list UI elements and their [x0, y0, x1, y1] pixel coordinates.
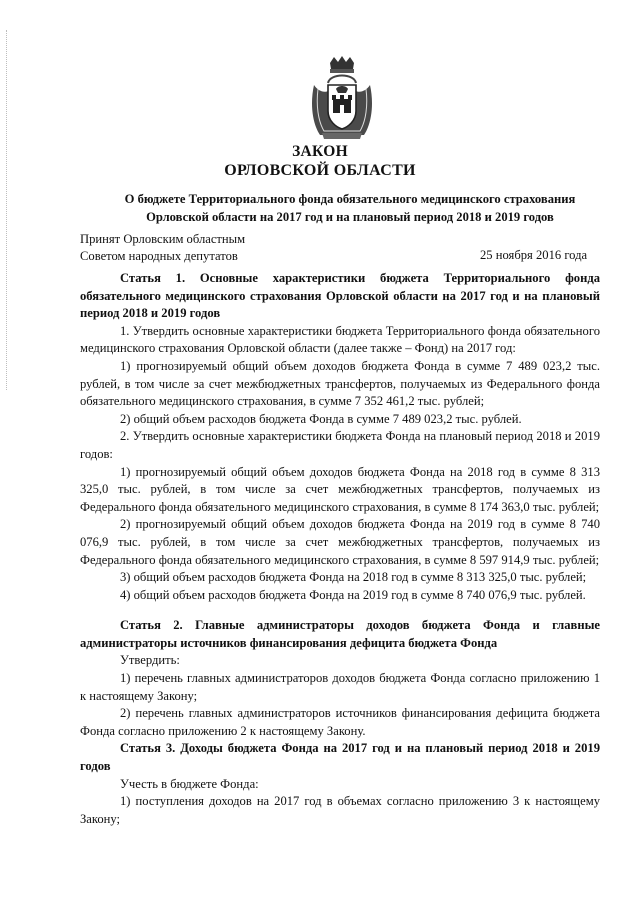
law-subtitle-line2: Орловской области на 2017 год и на плановый период 2018 и 2019 годов	[146, 210, 554, 224]
adoption-date: 25 ноября 2016 года	[480, 248, 588, 262]
document-title: ЗАКОН	[292, 143, 348, 160]
article-1-item-2-2: 2) прогнозируемый общий объем доходов бюджета Фонда на 2019 год в сумме 8 740 076,9 тыс. рублей, в том числе за счет межбюджетных трансфертов, получаемых из Федерального фонда обязательного медицинского страхования, в сумме 8 597 914,9 тыс. рублей;	[80, 517, 600, 567]
article-1-paragraph-2: 2. Утвердить основные характеристики бюджета Фонда на плановый период 2018 и 2019 годов:	[80, 429, 600, 461]
article-1-item-2-3: 3) общий объем расходов бюджета Фонда на 2018 год в сумме 8 313 325,0 тыс. рублей;	[120, 570, 587, 585]
adoption-block	[80, 231, 245, 265]
article-3-item-1: 1) поступления доходов на 2017 год в объемах согласно приложению 3 к настоящему Закону;	[80, 794, 600, 826]
article-1-heading: Статья 1. Основные характеристики бюджета Территориального фонда обязательного медицинского страхования Орловской области на 2017 год и на плановый период 2018 и 2019 годов	[80, 271, 600, 321]
orel-oblast-coat-of-arms-icon	[308, 55, 376, 141]
document-region: ОРЛОВСКОЙ ОБЛАСТИ	[224, 162, 416, 179]
article-1-item-2-1: 1) прогнозируемый общий объем доходов бюджета Фонда на 2018 год в сумме 8 313 325,0 тыс. рублей, в том числе за счет межбюджетных трансфертов, получаемых из Федерального фонда обязательного медицинского страхования, в сумме 8 174 363,0 тыс. рублей;	[80, 464, 600, 514]
article-2-intro: Утвердить:	[120, 653, 180, 668]
article-1-paragraph-1: 1. Утвердить основные характеристики бюджета Территориального фонда обязательного медицинского страхования Орловской области (далее также – Фонд) на 2017 год:	[80, 323, 600, 356]
article-2-heading: Статья 2. Главные администраторы доходов бюджета Фонда и главные администраторы источников финансирования дефицита бюджета Фонда	[80, 618, 600, 650]
law-body	[80, 270, 600, 828]
adoption-line2: Советом народных депутатов	[80, 249, 238, 263]
law-subtitle	[100, 190, 600, 226]
article-3-heading: Статья 3. Доходы бюджета Фонда на 2017 год и на плановый период 2018 и 2019 годов	[80, 741, 600, 774]
article-1-item-1-2: 2) общий объем расходов бюджета Фонда в сумме 7 489 023,2 тыс. рублей.	[120, 411, 522, 426]
article-2-item-1: 1) перечень главных администраторов доходов бюджета Фонда согласно приложению 1 к настоящему Закону;	[80, 671, 600, 703]
law-subtitle-line1: О бюджете Территориального фонда обязательного медицинского страхования	[124, 192, 576, 206]
adoption-line1: Принят Орловским областным	[80, 232, 246, 246]
scan-edge-marks	[6, 30, 9, 390]
article-1-item-1-1: 1) прогнозируемый общий объем доходов бюджета Фонда в сумме 7 489 023,2 тыс. рублей, в том числе за счет межбюджетных трансфертов, получаемых из Федерального фонда обязательного медицинского страхования, в сумме 7 352 461,2 тыс. рублей;	[80, 358, 600, 409]
article-3-intro: Учесть в бюджете Фонда:	[120, 776, 259, 791]
article-2-item-2: 2) перечень главных администраторов источников финансирования дефицита бюджета Фонда согласно приложению 2 к настоящему Закону.	[80, 706, 600, 738]
article-1-item-2-4: 4) общий объем расходов бюджета Фонда на 2019 год в сумме 8 740 076,9 тыс. рублей.	[120, 587, 586, 602]
